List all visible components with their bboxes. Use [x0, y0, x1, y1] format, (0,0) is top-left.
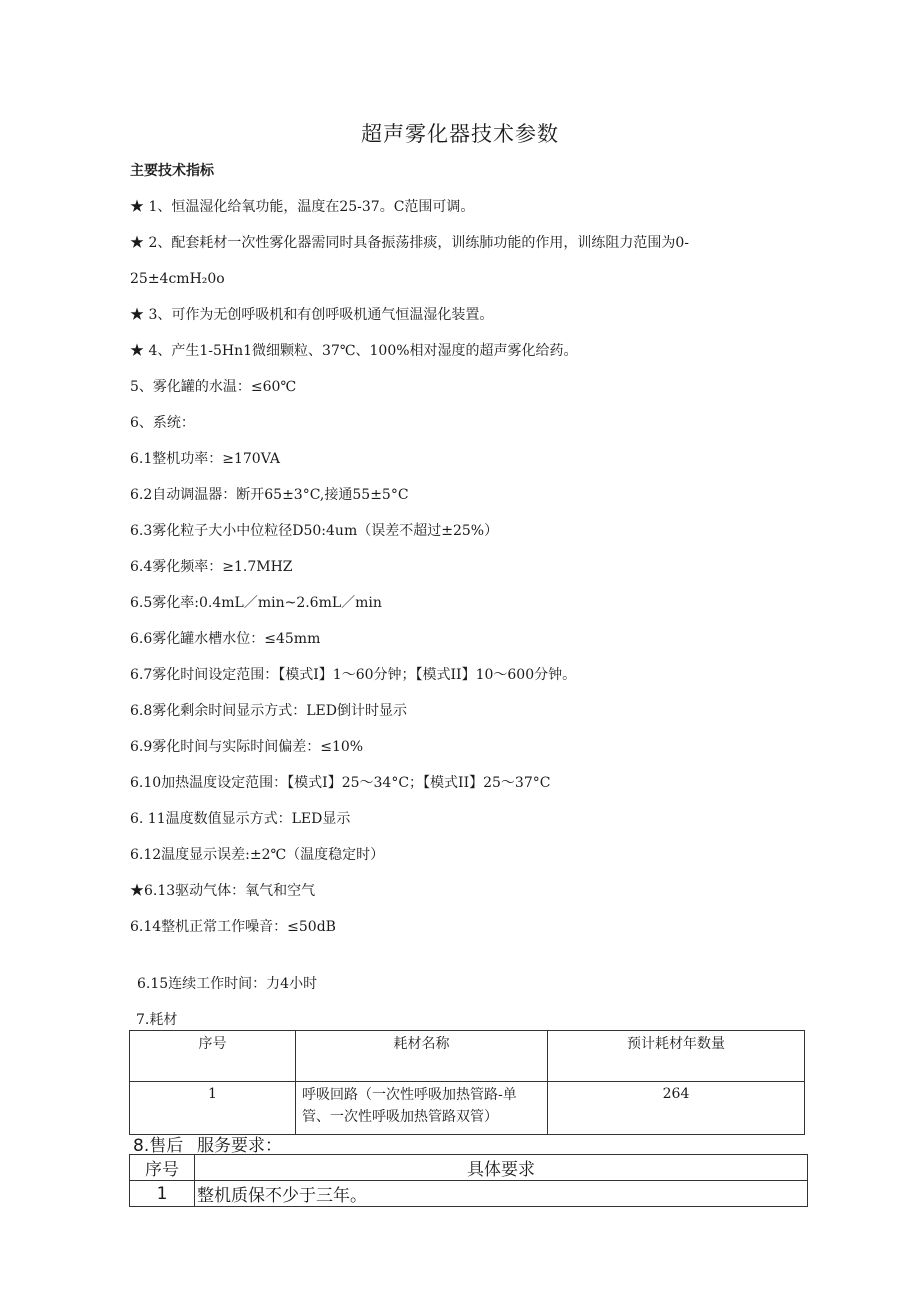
section-heading: 主要技术指标 — [130, 163, 214, 179]
spec-line: 6. 11温度数值显示方式：LED显示 — [130, 811, 351, 827]
spec-line: 6.15连续工作时间：力4小时 — [137, 976, 318, 992]
spec-line: 6.10加热温度设定范围：【模式I】25～34°C；【模式II】25～37°C — [130, 775, 551, 791]
spec-line: ★ 1、恒温湿化给氧功能，温度在25-37。C范围可调。 — [130, 199, 475, 215]
header-cell: 耗材名称 — [296, 1031, 548, 1082]
header-cell: 预计耗材年数量 — [548, 1031, 805, 1082]
page-title: 超声雾化器技术参数 — [361, 122, 559, 146]
spec-line: 5、雾化罐的水温：≤60℃ — [130, 379, 297, 395]
spec-line: 6、系统： — [130, 415, 195, 431]
spec-line: 6.6雾化罐水槽水位：≤45mm — [130, 631, 321, 647]
header-cell: 序号 — [130, 1031, 296, 1082]
spec-line: 6.12温度显示误差:±2℃（温度稳定时） — [130, 847, 385, 863]
table-header-row — [130, 1031, 805, 1082]
spec-line: ★ 2、配套耗材一次性雾化器需同时具备振荡排痰，训练肺功能的作用，训练阻力范围为0- — [130, 235, 689, 251]
spec-line: 6.3雾化粒子大小中位粒径D50:4um（误差不超过±25%） — [130, 523, 499, 539]
spec-line: ★ 4、产生1-5Hn1微细颗粒、37℃、100%相对湿度的超声雾化给药。 — [130, 343, 578, 359]
spec-line: 6.9雾化时间与实际时间偏差：≤10% — [130, 739, 364, 755]
table-cell: 264 — [548, 1082, 805, 1135]
table-cell: 1 — [130, 1082, 296, 1135]
spec-line: 6.2自动调温器：断开65±3°C,接通55±5°C — [130, 487, 409, 503]
spec-line: ★6.13驱动气体：氧气和空气 — [130, 883, 316, 899]
table-row — [130, 1181, 808, 1207]
after-sales-label: 8.售后 — [133, 1136, 184, 1156]
table-cell: 呼吸回路（一次性呼吸加热管路-单管、一次性呼吸加热管路双管） — [296, 1082, 548, 1135]
spec-line: 6.1整机功率：≥170VA — [130, 451, 280, 467]
spec-line: 6.5雾化率:0.4mL／min~2.6mL／min — [130, 595, 382, 611]
spec-line: 6.4雾化频率：≥1.7MHZ — [130, 559, 293, 575]
header-cell: 序号 — [130, 1155, 195, 1181]
after-sales-table — [129, 1154, 808, 1207]
header-cell: 具体要求 — [195, 1155, 808, 1181]
after-sales-label-suffix: 服务要求： — [197, 1136, 282, 1156]
table-row — [130, 1082, 805, 1135]
table-header-row — [130, 1155, 808, 1181]
consumables-label: 7.耗材 — [136, 1012, 178, 1028]
spec-line: 25±4cmH₂0o — [130, 271, 225, 287]
table-cell: 整机质保不少于三年。 — [195, 1181, 808, 1207]
spec-line: ★ 3、可作为无创呼吸机和有创呼吸机通气恒温湿化装置。 — [130, 307, 494, 323]
consumables-table — [129, 1030, 805, 1135]
table-cell: 1 — [130, 1181, 195, 1207]
spec-line: 6.14整机正常工作噪音：≤50dB — [130, 919, 336, 935]
spec-line: 6.8雾化剩余时间显示方式：LED倒计时显示 — [130, 703, 408, 719]
spec-line: 6.7雾化时间设定范围：【模式I】1～60分钟；【模式II】10～600分钟。 — [130, 667, 577, 683]
